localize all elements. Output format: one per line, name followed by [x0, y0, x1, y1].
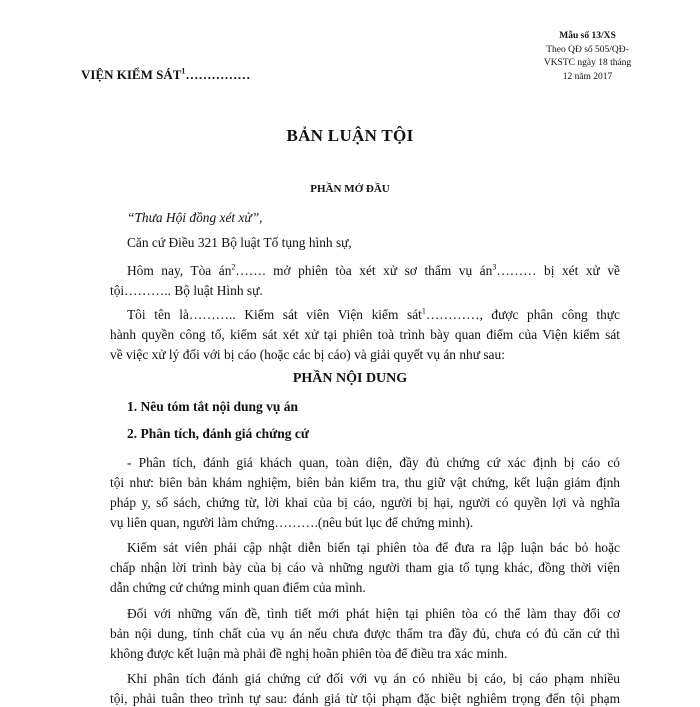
form-code: Mẫu số 13/XS: [559, 31, 616, 41]
footnote-mark: 2: [231, 262, 236, 272]
text-run: Hôm nay, Tòa án: [127, 263, 232, 278]
text-run: ……. mở phiên tòa xét xử sơ thẩm vụ án: [235, 263, 493, 278]
legal-basis: Căn cứ Điều 321 Bộ luật Tố tụng hình sự,: [127, 235, 352, 250]
prosecutor-paragraph-line: về việc xử lý đối với bị cáo (hoặc các bị cáo) và giải quyết vụ án như sau:: [110, 347, 505, 362]
agency-name: [81, 67, 250, 83]
evidence-paragraph-line: - Phân tích, đánh giá khách quan, toàn diện, đầy đủ chứng cứ xác định bị cáo có: [127, 455, 620, 470]
footnote-mark: 3: [492, 262, 497, 272]
evidence-paragraph-line: pháp y, sổ sách, chứng từ, lời khai của bị cáo, người bị hại, người có quyền lợi và nghĩa: [110, 495, 620, 510]
text-run: Tôi tên là……….. Kiểm sát viên Viện kiểm sát: [127, 307, 422, 322]
section-heading-2: 2. Phân tích, đánh giá chứng cứ: [127, 426, 309, 441]
update-paragraph-line: Kiểm sát viên phải cập nhật diễn biến tại phiên tòa để đưa ra lập luận bác bỏ hoặc: [127, 540, 620, 555]
evidence-paragraph-line: tội như: biên bản khám nghiệm, biên bản kiểm tra, thu giữ vật chứng, kết luận giám định: [110, 475, 620, 490]
salutation: “Thưa Hội đồng xét xử”,: [127, 210, 263, 225]
evidence-paragraph-line: vụ liên quan, người làm chứng……….(nêu bút lục để chứng minh).: [110, 515, 474, 530]
agency-label: VIỆN KIỂM SÁT: [81, 67, 182, 82]
form-decision-line: Theo QĐ số 505/QĐ-: [546, 44, 629, 55]
update-paragraph-line: chấp nhận lời trình bày của bị cáo và những người tham gia tố tụng khác, đồng thời viện: [110, 560, 620, 575]
prosecutor-paragraph-line: hành quyền công tố, kiểm sát xét xử tại phiên toà trình bày quan điểm của Viện kiểm sát: [110, 327, 620, 342]
document-title: BẢN LUẬN TỘI: [286, 126, 414, 145]
multiple-defendants-paragraph-line: Khi phân tích đánh giá chứng cứ đối với vụ án có nhiều bị cáo, bị cáo phạm nhiều: [127, 671, 620, 686]
opening-paragraph-line: [127, 263, 620, 279]
new-facts-paragraph-line: Đối với những vấn đề, tình tiết mới phát hiện tại phiên tòa có thể làm thay đổi cơ: [127, 606, 620, 621]
opening-heading: PHẦN MỞ ĐẦU: [310, 183, 390, 195]
footnote-mark: 1: [181, 66, 186, 76]
multiple-defendants-paragraph-line: tội, phải tuân theo trình tự sau: đánh giá từ tội phạm đặc biệt nghiêm trọng đến tội phạm: [110, 691, 620, 706]
section-heading-1: 1. Nêu tóm tắt nội dung vụ án: [127, 399, 299, 414]
footnote-mark: 1: [421, 306, 426, 316]
update-paragraph-line: dẫn chứng cứ chứng minh quan điểm của mình.: [110, 580, 366, 595]
form-number-block: [540, 30, 635, 84]
content-heading: PHẦN NỘI DUNG: [292, 371, 408, 386]
new-facts-paragraph-line: bản nội dung, tính chất của vụ án nếu chưa được thẩm tra đầy đủ, chưa có đủ căn cứ thì: [110, 626, 620, 641]
text-run: ……… bị xét xử về: [496, 263, 620, 278]
agency-dots: ……………: [185, 67, 251, 82]
form-decision-line: 12 năm 2017: [562, 71, 613, 82]
new-facts-paragraph-line: không được kết luận mà phải đề nghị hoãn phiên tòa để điều tra xác minh.: [110, 646, 508, 661]
text-run: …………, được phân công thực: [425, 307, 620, 322]
prosecutor-paragraph-line: [127, 307, 620, 323]
form-decision-line: VKSTC ngày 18 tháng: [543, 58, 632, 68]
opening-paragraph-line: tội……….. Bộ luật Hình sự.: [110, 283, 263, 298]
